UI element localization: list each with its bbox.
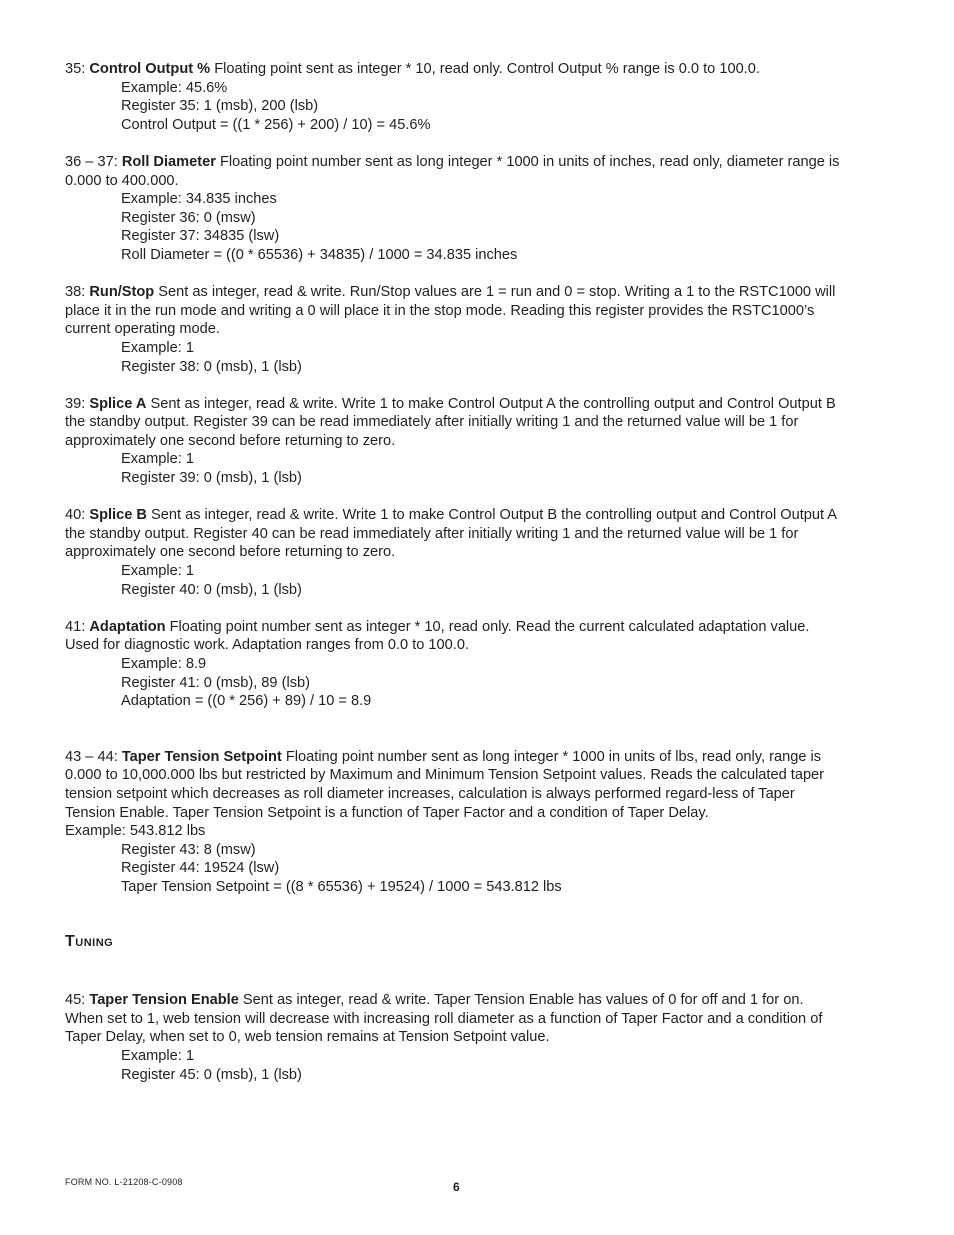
- example-line: Register 39: 0 (msb), 1 (lsb): [121, 470, 302, 487]
- entry-description: [65, 618, 845, 655]
- register-number: 35:: [65, 61, 86, 77]
- register-number: 43 – 44:: [65, 748, 118, 765]
- example-line: Example: 8.9: [121, 656, 207, 672]
- register-title: Splice A: [89, 395, 147, 412]
- example-line: Register 35: 1 (msb), 200 (lsb): [121, 98, 319, 115]
- example-line: Roll Diameter = ((0 * 65536) + 34835) / 1000 = 34.835 inches: [121, 246, 518, 263]
- example-line: Taper Tension Setpoint = ((8 * 65536) + 19524) / 1000 = 543.812 lbs: [121, 878, 562, 895]
- entry-description: [65, 506, 845, 562]
- example-line: Register 45: 0 (msb), 1 (lsb): [121, 1066, 302, 1083]
- register-entry-35: [65, 60, 845, 134]
- register-desc: Sent as integer, read & write. Write 1 to make Control Output B the controlling output and Control Output A the standby output. Register 40 can be read immediately after initially writing 1 and the returned value will be 1 for approximately one second before returning to zero.: [65, 507, 837, 561]
- register-number: 40:: [65, 507, 86, 524]
- register-title: Roll Diameter: [121, 153, 216, 170]
- register-title: Splice B: [89, 507, 147, 524]
- register-desc: Floating point sent as integer * 10, read only. Control Output % range is 0.0 to 100.0.: [214, 61, 760, 77]
- register-desc: Sent as integer, read & write. Run/Stop values are 1 = run and 0 = stop. Writing a 1 to the RSTC1000 will place it in the run mode and writing a 0 will place it in the stop mode. Reading this register provides the RSTC1000’s current operating mode.: [65, 284, 836, 338]
- example-line: Register 43: 8 (msw): [121, 841, 256, 858]
- register-entry-43-44: [65, 748, 845, 897]
- example-line: Example: 1: [121, 339, 195, 356]
- footer-page-number: 6: [453, 1180, 460, 1194]
- example-line: Adaptation = ((0 * 256) + 89) / 10 = 8.9: [121, 693, 372, 710]
- example-line: Example: 45.6%: [121, 79, 228, 96]
- example-line: Example: 543.812 lbs: [65, 823, 206, 840]
- example-line: Example: 34.835 inches: [121, 191, 277, 208]
- example-line: Example: 1: [121, 451, 195, 468]
- register-desc: Floating point number sent as integer * 10, read only. Read the current calculated adaptation value. Used for diagnostic work. Adaptation ranges from 0.0 to 100.0.: [65, 618, 810, 654]
- register-entry-36-37: [65, 153, 845, 265]
- register-entry-39: [65, 395, 845, 488]
- example-line: Control Output = ((1 * 256) + 200) / 10) = 45.6%: [121, 116, 431, 133]
- entry-description: [65, 60, 845, 79]
- register-number: 36 – 37:: [65, 153, 118, 170]
- entry-description: [65, 283, 845, 339]
- register-entry-41: [65, 618, 845, 711]
- example-line: Register 41: 0 (msb), 89 (lsb): [121, 674, 310, 691]
- register-entry-45: [65, 991, 845, 1084]
- register-title: Taper Tension Setpoint: [121, 748, 282, 765]
- register-desc: Floating point number sent as long integer * 1000 in units of inches, read only, diameter range is 0.000 to 400.000.: [65, 153, 840, 189]
- section-heading-tuning: Tuning: [65, 932, 114, 950]
- register-title: Taper Tension Enable: [89, 992, 239, 1009]
- register-desc: Sent as integer, read & write. Taper Tension Enable has values of 0 for off and 1 for on. When set to 1, web tension will decrease with increasing roll diameter as a function of Taper Factor and a condition of Taper Delay, when set to 0, web tension remains at Tension Setpoint value.: [65, 992, 823, 1046]
- register-number: 45:: [65, 992, 86, 1009]
- register-entry-38: [65, 283, 845, 376]
- entry-description: [65, 395, 845, 451]
- register-number: 39:: [65, 395, 86, 412]
- example-line: Example: 1: [121, 563, 195, 580]
- example-line: Register 36: 0 (msw): [121, 209, 256, 226]
- register-number: 38:: [65, 284, 86, 301]
- register-entry-40: [65, 506, 845, 599]
- register-desc: Sent as integer, read & write. Write 1 to make Control Output A the controlling output and Control Output B the standby output. Register 39 can be read immediately after initially writing 1 and the returned value will be 1 for approximately one second before returning to zero.: [65, 395, 836, 449]
- example-line: Register 38: 0 (msb), 1 (lsb): [121, 358, 302, 375]
- register-title: Adaptation: [89, 618, 166, 635]
- example-line: Register 40: 0 (msb), 1 (lsb): [121, 581, 302, 598]
- register-number: 41:: [65, 618, 86, 635]
- register-title: Control Output %: [89, 61, 211, 77]
- example-line: Register 37: 34835 (lsw): [121, 228, 280, 245]
- entry-description: [65, 153, 845, 190]
- example-line: Example: 1: [121, 1047, 195, 1064]
- footer-form-number: FORM NO. L-21208-C-0908: [65, 1177, 183, 1187]
- example-line: Register 44: 19524 (lsw): [121, 860, 280, 877]
- register-title: Run/Stop: [89, 284, 155, 301]
- entry-description: [65, 748, 845, 822]
- register-desc: Floating point number sent as long integer * 1000 in units of lbs, read only, range is 0.000 to 10,000.000 lbs but restricted by Maximum and Minimum Tension Setpoint values. Reads the calculated taper tension setpoint which decreases as roll diameter increases, calculation is always performed regard-less of Taper Tension Enable. Taper Tension Setpoint is a function of Taper Factor and a condition of Taper Delay.: [65, 748, 825, 821]
- document-body: [65, 60, 845, 1103]
- entry-description: [65, 991, 845, 1047]
